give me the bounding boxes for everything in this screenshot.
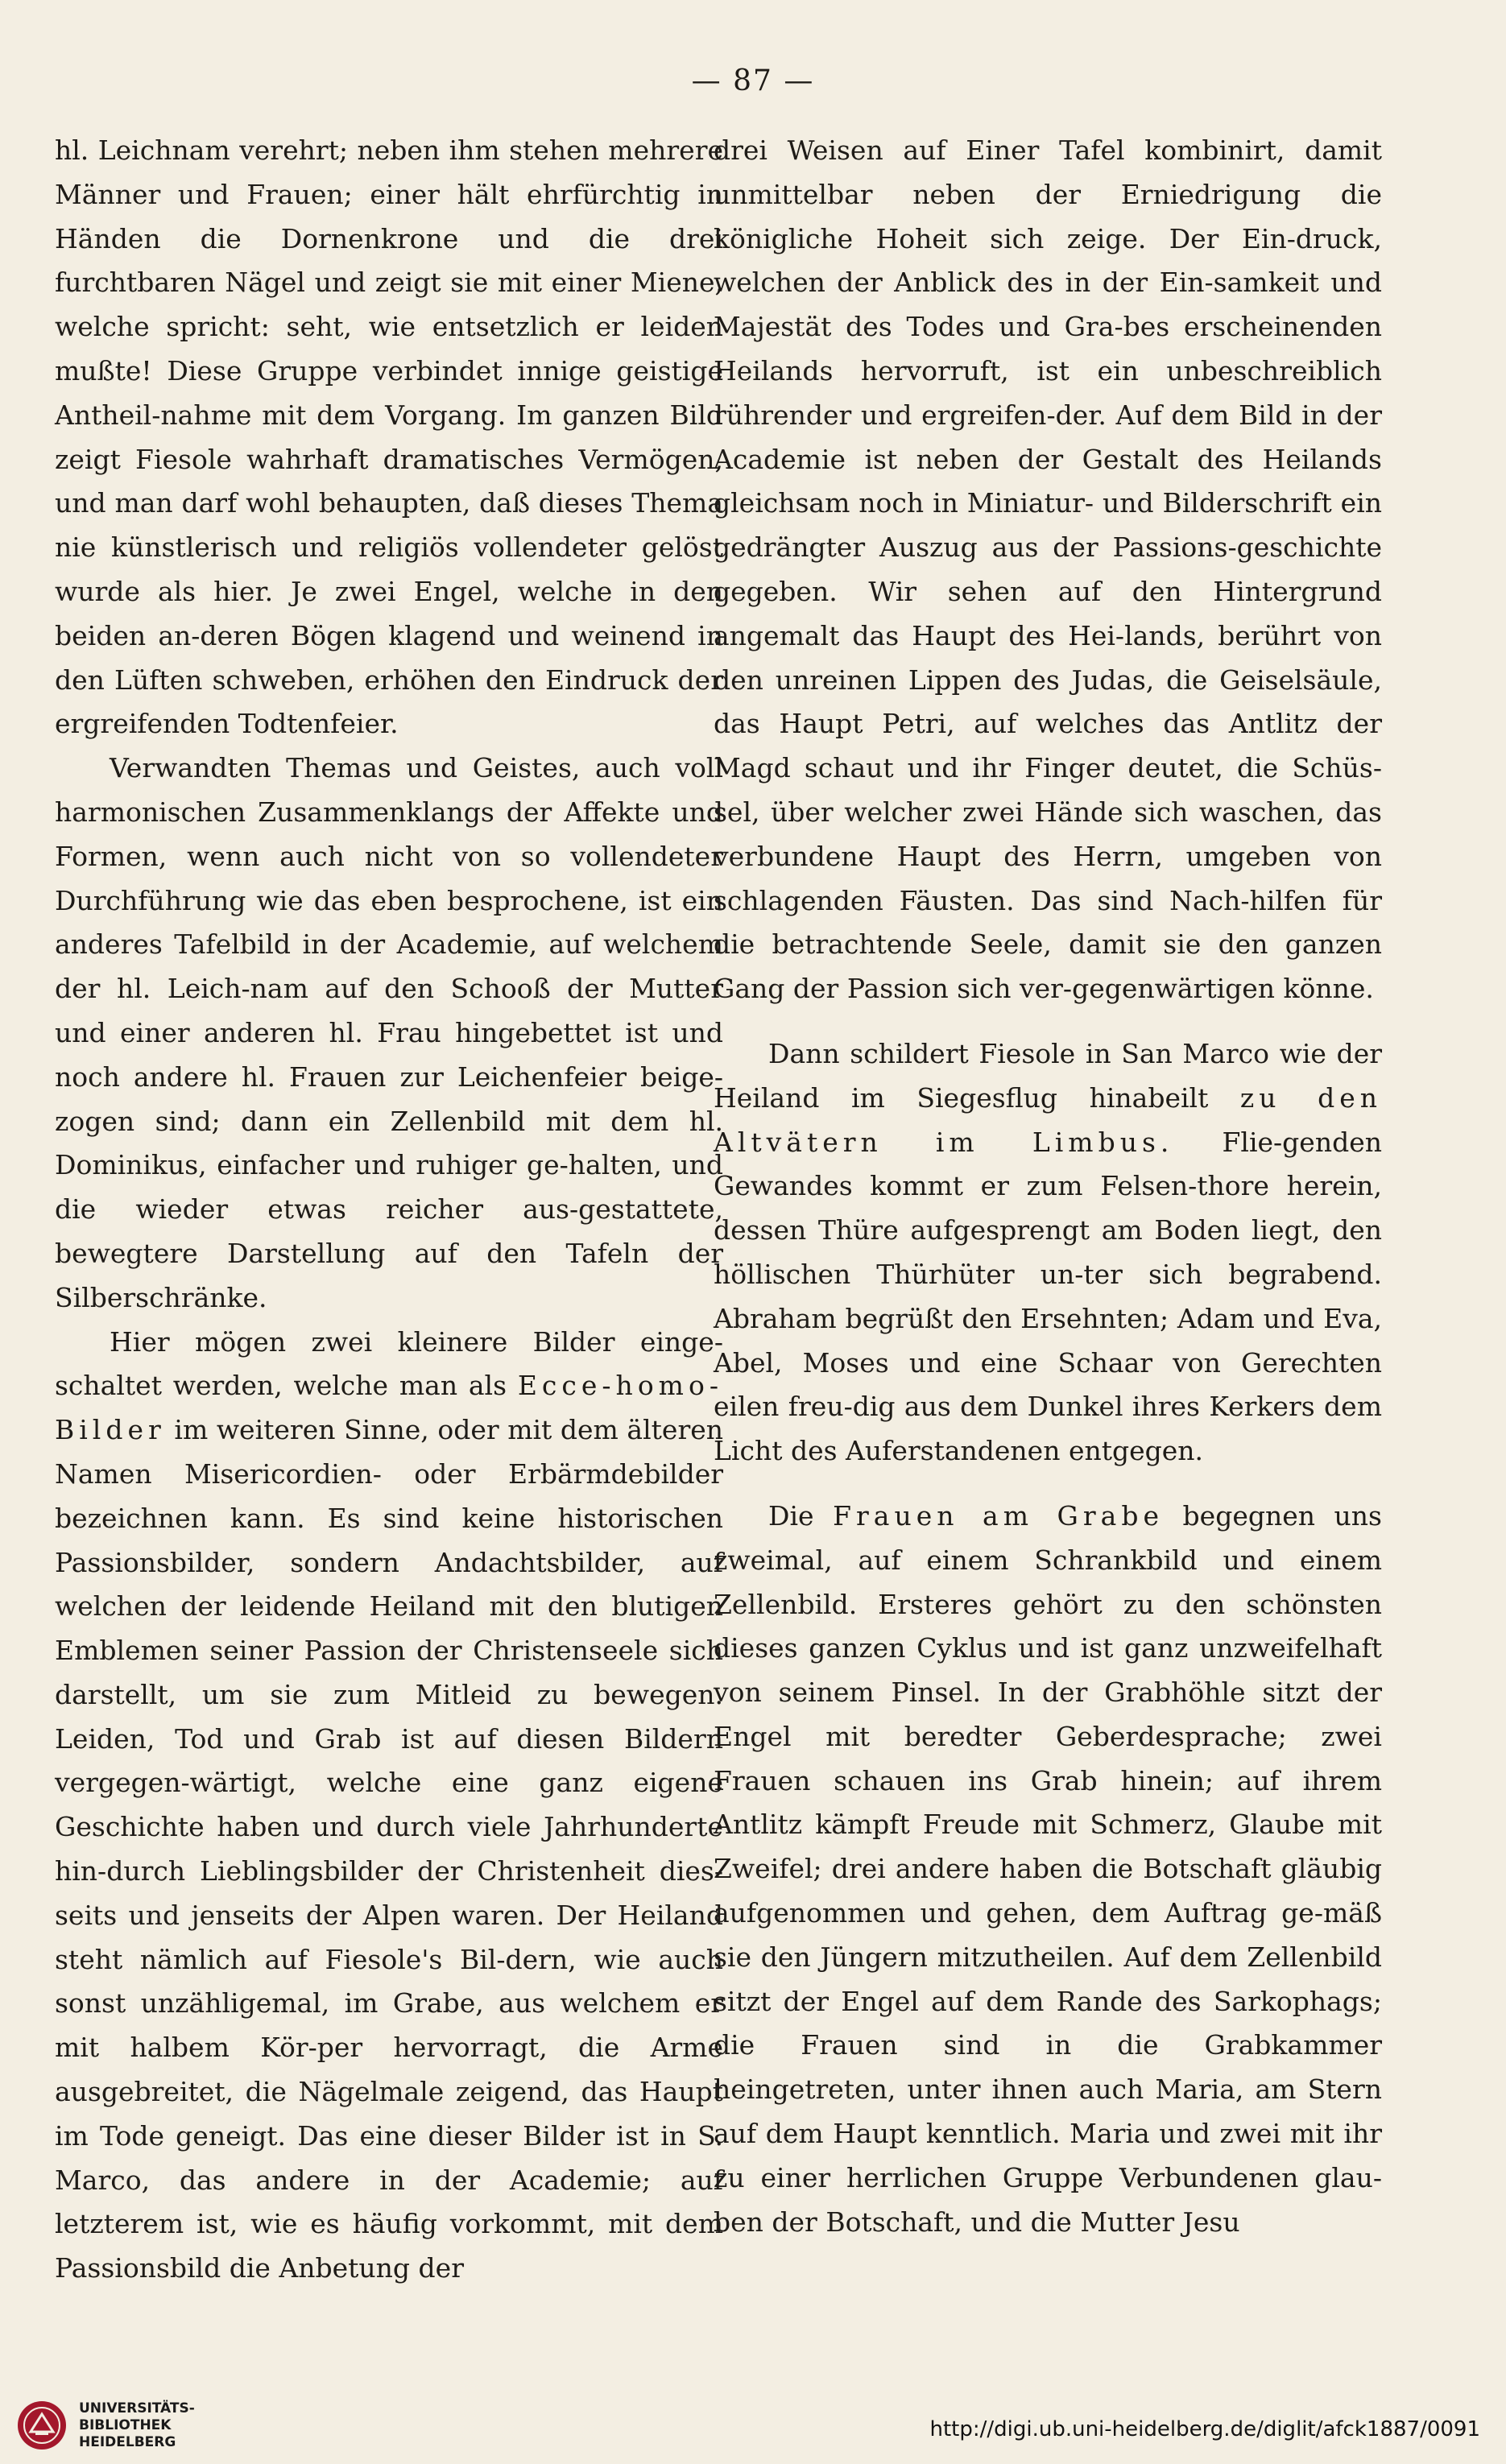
spaced-term: Ecce-homo-Bilder (55, 1370, 723, 1446)
footer (0, 2367, 1506, 2464)
text-run: Dann schildert Fiesole in San Marco wie der Heiland im Siegesflug hinabeilt (714, 1037, 1382, 1114)
logo-line: BIBLIOTHEK (79, 2416, 172, 2433)
paragraph: Verwandten Themas und Geistes, auch voll harmonischen Zusammenklangs der Affekte und Formen, wenn auch nicht von so vollendeter Durchführung wie das eben besprochene, ist ein anderes Tafelbild in der Academie, auf welchem der hl. Leich-nam auf den Schooß der Mutter und einer anderen hl. Frau hingebettet ist und noch andere hl. Frauen zur Leichenfeier beige-zogen sind; dann ein Zellenbild mit dem hl. Dominikus, einfacher und ruhiger ge-halten, und die wieder etwas reicher aus-gestattete, bewegtere Darstellung auf den Tafeln der Silberschränke. (55, 752, 723, 1313)
source-url-link[interactable]: http://digi.ub.uni-heidelberg.de/diglit/afck1887/0091 (929, 2417, 1480, 2441)
text-run: Hier mögen zwei kleinere Bilder einge-schaltet werden, welche man als (55, 1325, 723, 1402)
logo-line: UNIVERSITÄTS- (79, 2400, 195, 2416)
paragraph (714, 1495, 1382, 2245)
text-run: im weiteren Sinne, oder mit dem älteren Namen Misericordien- oder Erbärmdebilder bezeichnen kann. Es sind keine historischen Passionsbilder, sondern Andachtsbilder, auf welchen der leidende Heiland mit den blutigen Emblemen seiner Passion der Christenseele sich darstellt, um sie zum Mitleid zu bewegen. Leiden, Tod und Grab ist auf diesen Bildern vergegen-wärtigt, welche eine ganz eigene Geschichte haben und durch viele Jahrhunderte hin-durch Lieblingsbilder der Christenheit dies-seits und jenseits der Alpen waren. Der Heiland steht nämlich auf Fiesole's Bil-dern, wie auch sonst unzähligemal, im Grabe, aus welchem er mit halbem Kör-per hervorragt, die Arme ausgebreitet, die Nägelmale zeigend, das Haupt im Tode geneigt. Das eine dieser Bilder ist in S. Marco, das andere in der Academie; auf letzterem ist, wie es häufig vorkommt, mit dem Passionsbild die Anbetung der (55, 1414, 724, 2284)
spaced-term: zu den Altvätern im Limbus. (714, 1081, 1382, 1158)
left-column (55, 129, 723, 2291)
paragraph: drei Weisen auf Einer Tafel kombinirt, damit unmittelbar neben der Erniedrigung die königliche Hoheit sich zeige. Der Ein-druck, welchen der Anblick des in der Ein-samkeit und Majestät des Todes und Gra-bes erscheinenden Heilands hervorruft, ist ein unbeschreiblich rührender und ergreifen-der. Auf dem Bild in der Academie ist neben der Gestalt des Heilands gleichsam noch in Miniatur- und Bilderschrift ein gedrängter Auszug aus der Passions-geschichte gegeben. Wir sehen auf den Hintergrund angemalt das Haupt des Hei-lands, berührt von den unreinen Lippen des Judas, die Geiselsäule, das Haupt Petri, auf welches das Antlitz der Magd schaut und ihr Finger deutet, die Schüs-sel, über welcher zwei Hände sich waschen, das verbundene Haupt des Herrn, umgeben von schlagenden Fäusten. Das sind Nach-hilfen für die betrachtende Seele, damit sie den ganzen Gang der Passion sich ver-gegenwärtigen könne. (714, 134, 1382, 1005)
paragraph: hl. Leichnam verehrt; neben ihm stehen mehrere Männer und Frauen; einer hält ehrfürchtig in Händen die Dornenkrone und die drei furchtbaren Nägel und zeigt sie mit einer Miene, welche spricht: seht, wie entsetzlich er leiden mußte! Diese Gruppe verbindet innige geistige Antheil-nahme mit dem Vorgang. Im ganzen Bild zeigt Fiesole wahrhaft dramatisches Vermögen, und man darf wohl behaupten, daß dieses Thema nie künstlerisch und religiös vollendeter gelöst wurde als hier. Je zwei Engel, welche in den beiden an-deren Bögen klagend und weinend in den Lüften schweben, erhöhen den Eindruck der ergreifenden Todtenfeier. (55, 134, 723, 740)
paragraph (55, 1321, 723, 2292)
logo-line: HEIDELBERG (79, 2433, 176, 2450)
page-number: — 87 — (691, 64, 815, 97)
library-seal-icon (16, 2400, 68, 2451)
spaced-term: Frauen am Grabe (833, 1499, 1164, 1532)
library-logo[interactable] (16, 2400, 195, 2451)
logo-text (79, 2400, 195, 2451)
paragraph (714, 1032, 1382, 1474)
right-column (714, 129, 1382, 2244)
text-run: Flie-genden Gewandes kommt er zum Felsen-thore herein, dessen Thüre aufgesprengt am Boden liegt, den höllischen Thürhüter un-ter sich begrabend. Abraham begrüßt den Ersehnten; Adam und Eva, Abel, Moses und eine Schaar von Gerechten eilen freu-dig aus dem Dunkel ihres Kerkers dem Licht des Auferstandenen entgegen. (714, 1126, 1382, 1467)
text-run: Die (768, 1499, 814, 1532)
text-run: begegnen uns zweimal, auf einem Schrankbild und einem Zellenbild. Ersteres gehört zu den schönsten dieses ganzen Cyklus und ist ganz unzweifelhaft von seinem Pinsel. In der Grabhöhle sitzt der Engel mit beredter Geberdesprache; zwei Frauen schauen ins Grab hinein; auf ihrem Antlitz kämpft Freude mit Schmerz, Glaube mit Zweifel; drei andere haben die Botschaft gläubig aufgenommen und gehen, dem Auftrag ge-mäß sie den Jüngern mitzutheilen. Auf dem Zellenbild sitzt der Engel auf dem Rande des Sarkophags; die Frauen sind in die Grabkammer heingetreten, unter ihnen auch Maria, am Stern auf dem Haupt kenntlich. Maria und zwei mit ihr zu einer herrlichen Gruppe Verbundenen glau-ben der Botschaft, und die Mutter Jesu (714, 1499, 1382, 2238)
